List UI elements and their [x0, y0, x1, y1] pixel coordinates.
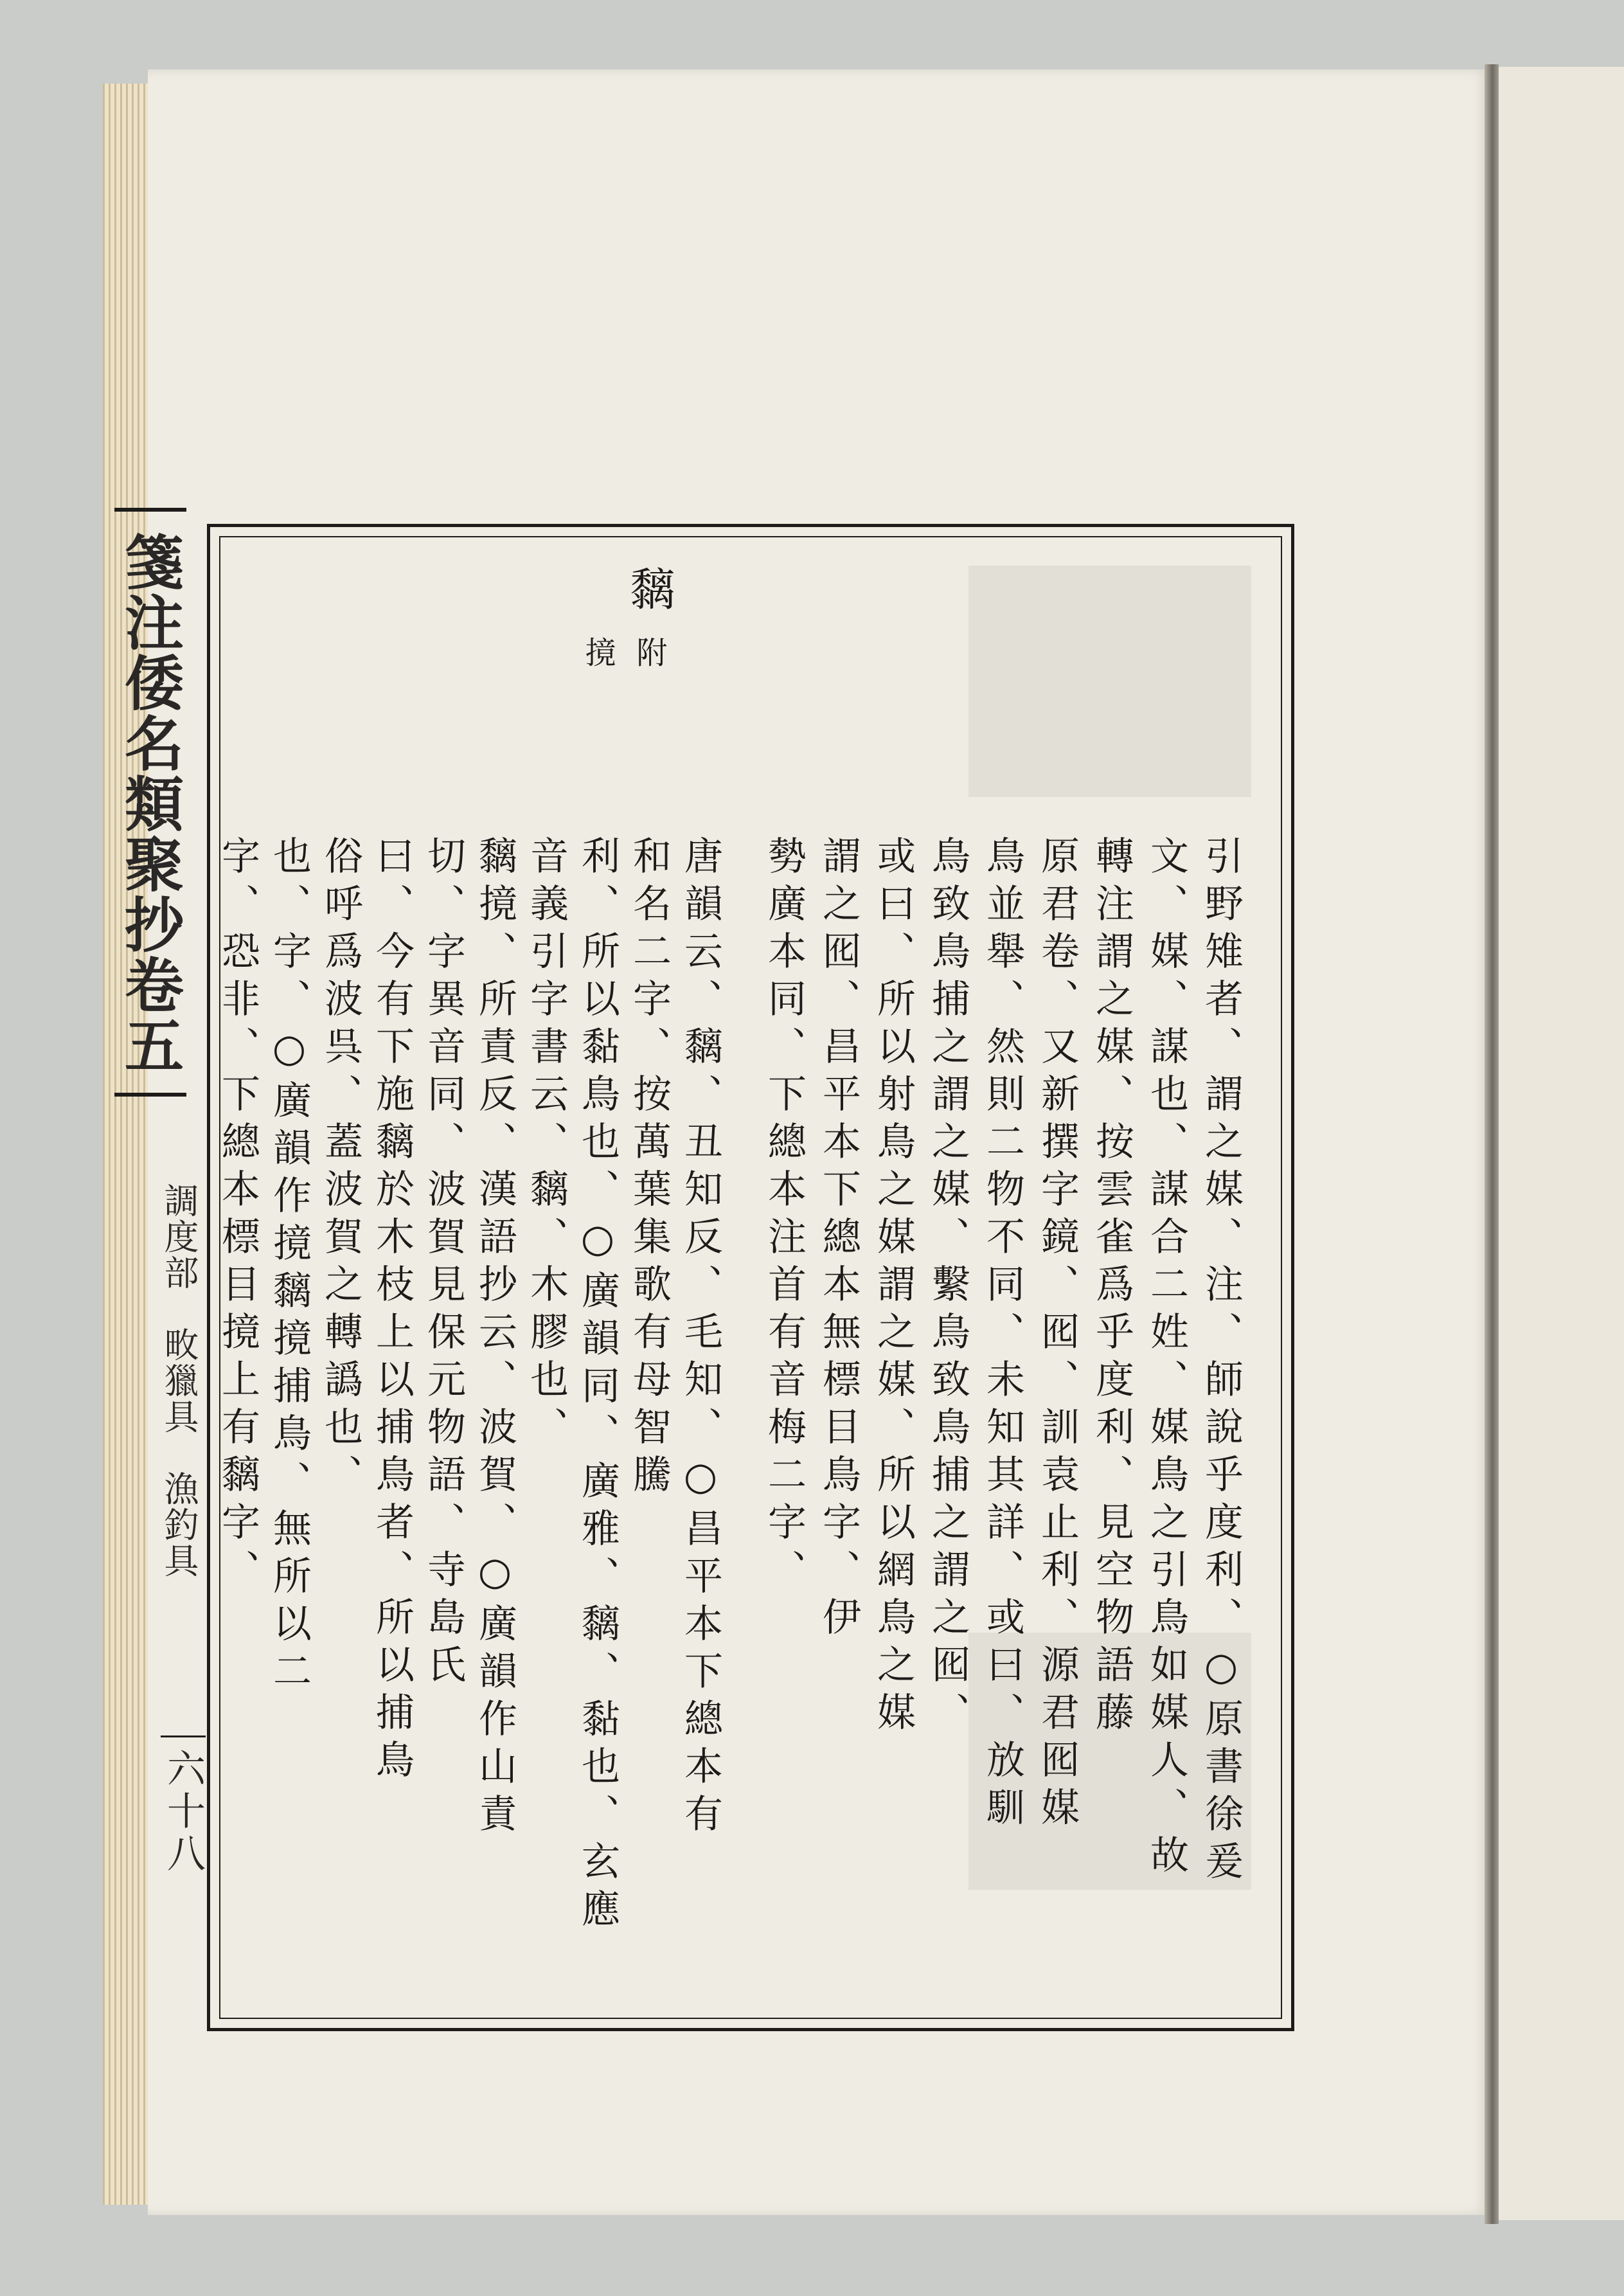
page-number-rule — [161, 1735, 206, 1737]
text-column: 謂之囮、昌平本下總本無標目鳥字、伊 — [816, 836, 861, 1644]
text-column: 曰、今有下施黐於木枝上以捕鳥者、所以捕鳥 — [370, 836, 415, 1787]
text-column: 轉注謂之媒、按雲雀爲乎度利、見空物語藤 — [1089, 836, 1134, 1739]
section-label: 調度部 畋獵具 漁釣具 — [159, 1183, 199, 1579]
text-column: 也、字、○廣韻作摬黐摬捕鳥、無所以二 — [267, 836, 312, 1698]
text-column: 引野雉者、謂之媒、注、師說乎度利、○原書徐爰 — [1199, 836, 1244, 1888]
text-column: 音義引字書云、黐、木膠也、 — [524, 836, 569, 1454]
text-column: 文、媒、謀也、謀合二姓、媒鳥之引鳥如媒人、故 — [1144, 836, 1189, 1882]
text-column: 鳥並舉、然則二物不同、未知其詳、或曰、放馴 — [980, 836, 1025, 1834]
text-column: 黐摬、所責反、漢語抄云、波賀、○廣韻作山責 — [472, 836, 517, 1841]
volume-label: 卷五 — [115, 955, 184, 1075]
book-title-text: 箋注倭名類聚抄 — [115, 532, 184, 955]
text-column: 俗呼爲波呉、蓋波賀之轉譌也、 — [318, 836, 363, 1502]
text-column: 利、所以黏鳥也、○廣韻同、廣雅、黐、黏也、玄應 — [575, 836, 620, 1936]
text-column: 鳥致鳥捕之謂之媒、繫鳥致鳥捕之謂之囮、 — [925, 836, 970, 1739]
text-column: 唐韻云、黐、丑知反、毛知、○昌平本下總本有 — [678, 836, 723, 1841]
binding-gutter — [1485, 64, 1499, 2224]
text-column: 原君卷、又新撰字鏡、囮、訓袁止利、源君囮媒 — [1035, 836, 1080, 1834]
book-title — [114, 514, 185, 1093]
page-number: 六十八 — [161, 1748, 206, 1876]
text-column: 勢廣本同、下總本注首有音梅二字、 — [762, 836, 807, 1597]
text-column: 和名二字、按萬葉集歌有母智騰 — [627, 836, 672, 1502]
facing-page-edge — [1499, 67, 1624, 2220]
header-rule-bottom — [114, 1093, 186, 1097]
bleed-through — [968, 566, 1251, 797]
header-rule-top — [114, 508, 186, 512]
entry-heading: 黐 — [623, 566, 675, 611]
text-column: 或曰、所以射鳥之媒謂之媒、所以網鳥之媒 — [871, 836, 916, 1739]
text-column: 字、恐非、下總本標目摬上有黐字、 — [215, 836, 260, 1597]
text-column: 切、字異音同、波賀見保元物語、寺島氏 — [421, 836, 466, 1692]
entry-subheading: 附 摬 — [580, 636, 667, 671]
